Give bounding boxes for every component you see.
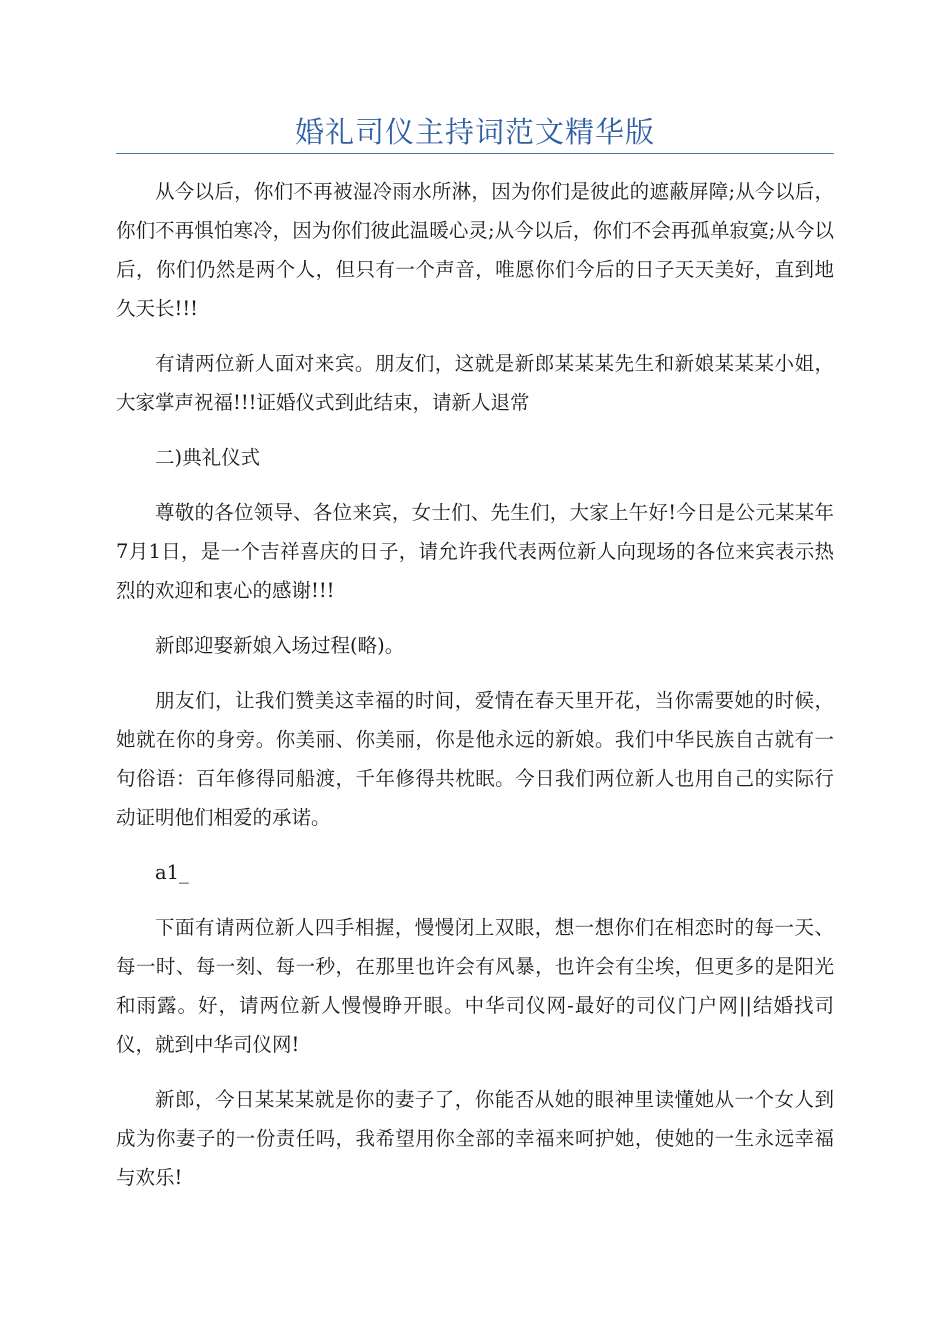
paragraph: 尊敬的各位领导、各位来宾，女士们、先生们，大家上午好!今日是公元某某年7月1日，是一个吉祥喜庆的日子，请允许我代表两位新人向现场的各位来宾表示热烈的欢迎和衷心的感谢!!!: [116, 501, 834, 602]
section-heading: 二)典礼仪式: [155, 446, 261, 469]
paragraph: 新郎，今日某某某就是你的妻子了，你能否从她的眼神里读懂她从一个女人到成为你妻子的一份责任吗，我希望用你全部的幸福来呵护她，使她的一生永远幸福与欢乐!: [116, 1088, 834, 1189]
title-underline: [116, 153, 834, 154]
document-title: 婚礼司仪主持词范文精华版: [294, 115, 655, 149]
document-body: [116, 172, 834, 1197]
paragraph: 新郎迎娶新娘入场过程(略)。: [155, 634, 405, 657]
paragraph: 朋友们，让我们赞美这幸福的时间，爱情在春天里开花，当你需要她的时候，她就在你的身旁。你美丽、你美丽，你是他永远的新娘。我们中华民族自古就有一句俗语：百年修得同船渡，千年修得共枕眠。今日我们两位新人也用自己的实际行动证明他们相爱的承诺。: [116, 689, 834, 829]
paragraph: a1_: [155, 861, 189, 884]
paragraph: 从今以后，你们不再被湿冷雨水所淋，因为你们是彼此的遮蔽屏障;从今以后，你们不再惧怕寒冷，因为你们彼此温暖心灵;从今以后，你们不会再孤单寂寞;从今以后，你们仍然是两个人，但只有一个声音，唯愿你们今后的日子天天美好，直到地久天长!!!: [116, 180, 834, 320]
paragraph: 有请两位新人面对来宾。朋友们，这就是新郎某某某先生和新娘某某某小姐，大家掌声祝福!!!证婚仪式到此结束，请新人退常: [116, 352, 834, 414]
paragraph: 下面有请两位新人四手相握，慢慢闭上双眼，想一想你们在相恋时的每一天、每一时、每一刻、每一秒，在那里也许会有风暴，也许会有尘埃，但更多的是阳光和雨露。好，请两位新人慢慢睁开眼。中华司仪网-最好的司仪门户网||结婚找司仪，就到中华司仪网!: [116, 916, 834, 1056]
